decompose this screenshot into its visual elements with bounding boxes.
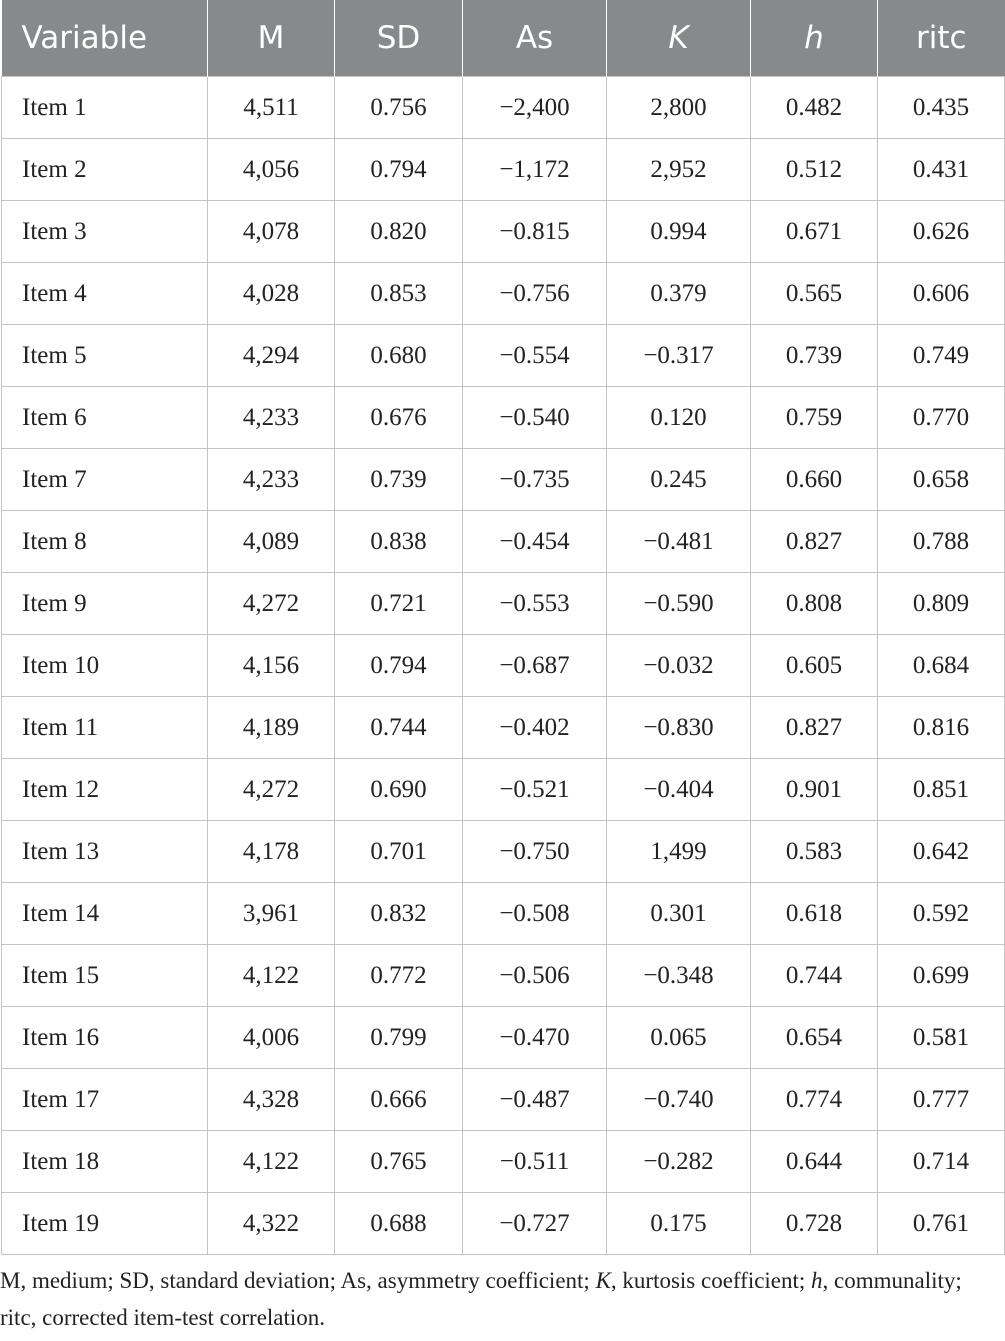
cell-variable: Item 7 (2, 449, 208, 511)
cell-ritc: 0.749 (878, 325, 1005, 387)
cell-asymmetry: −0.815 (463, 201, 607, 263)
cell-variable: Item 2 (2, 139, 208, 201)
table-row (2, 821, 1005, 883)
cell-ritc: 0.851 (878, 759, 1005, 821)
cell-sd: 0.666 (335, 1069, 463, 1131)
cell-variable: Item 4 (2, 263, 208, 325)
header-sd: SD (335, 0, 463, 77)
cell-sd: 0.701 (335, 821, 463, 883)
item-statistics-table (1, 0, 1005, 1255)
footnote-part-1: M, medium; SD, standard deviation; As, asymmetry coefficient; (0, 1268, 596, 1293)
cell-ritc: 0.658 (878, 449, 1005, 511)
cell-sd: 0.820 (335, 201, 463, 263)
cell-mean: 4,056 (208, 139, 335, 201)
cell-sd: 0.765 (335, 1131, 463, 1193)
cell-kurtosis: −0.317 (607, 325, 751, 387)
table-row (2, 945, 1005, 1007)
cell-sd: 0.739 (335, 449, 463, 511)
cell-variable: Item 9 (2, 573, 208, 635)
cell-mean: 4,078 (208, 201, 335, 263)
table-body (2, 77, 1005, 1255)
table-row (2, 1131, 1005, 1193)
cell-communality: 0.808 (751, 573, 878, 635)
cell-mean: 4,233 (208, 449, 335, 511)
cell-communality: 0.671 (751, 201, 878, 263)
cell-communality: 0.660 (751, 449, 878, 511)
cell-ritc: 0.788 (878, 511, 1005, 573)
cell-variable: Item 11 (2, 697, 208, 759)
cell-sd: 0.838 (335, 511, 463, 573)
header-ritc: ritc (878, 0, 1005, 77)
cell-mean: 4,322 (208, 1193, 335, 1255)
cell-mean: 3,961 (208, 883, 335, 945)
cell-asymmetry: −0.506 (463, 945, 607, 1007)
cell-ritc: 0.699 (878, 945, 1005, 1007)
cell-variable: Item 18 (2, 1131, 208, 1193)
cell-communality: 0.618 (751, 883, 878, 945)
header-communality: h (751, 0, 878, 77)
table-row (2, 697, 1005, 759)
cell-asymmetry: −0.454 (463, 511, 607, 573)
table-row (2, 635, 1005, 697)
cell-kurtosis: −0.740 (607, 1069, 751, 1131)
cell-communality: 0.759 (751, 387, 878, 449)
cell-mean: 4,089 (208, 511, 335, 573)
cell-mean: 4,511 (208, 77, 335, 139)
cell-variable: Item 1 (2, 77, 208, 139)
cell-asymmetry: −0.554 (463, 325, 607, 387)
table-header-row (2, 0, 1005, 77)
cell-sd: 0.721 (335, 573, 463, 635)
cell-kurtosis: −0.348 (607, 945, 751, 1007)
cell-kurtosis: 2,952 (607, 139, 751, 201)
cell-variable: Item 5 (2, 325, 208, 387)
table-footnote (0, 1262, 990, 1336)
cell-ritc: 0.777 (878, 1069, 1005, 1131)
header-mean: M (208, 0, 335, 77)
table-row (2, 1193, 1005, 1255)
cell-variable: Item 15 (2, 945, 208, 1007)
cell-sd: 0.688 (335, 1193, 463, 1255)
cell-ritc: 0.431 (878, 139, 1005, 201)
cell-asymmetry: −0.727 (463, 1193, 607, 1255)
cell-communality: 0.565 (751, 263, 878, 325)
cell-communality: 0.901 (751, 759, 878, 821)
cell-ritc: 0.684 (878, 635, 1005, 697)
table-row (2, 139, 1005, 201)
cell-ritc: 0.770 (878, 387, 1005, 449)
cell-ritc: 0.714 (878, 1131, 1005, 1193)
cell-mean: 4,233 (208, 387, 335, 449)
cell-asymmetry: −0.735 (463, 449, 607, 511)
cell-asymmetry: −0.521 (463, 759, 607, 821)
cell-sd: 0.744 (335, 697, 463, 759)
cell-mean: 4,272 (208, 759, 335, 821)
cell-mean: 4,156 (208, 635, 335, 697)
table-row (2, 511, 1005, 573)
cell-asymmetry: −0.756 (463, 263, 607, 325)
cell-variable: Item 17 (2, 1069, 208, 1131)
cell-sd: 0.690 (335, 759, 463, 821)
cell-mean: 4,328 (208, 1069, 335, 1131)
cell-asymmetry: −0.553 (463, 573, 607, 635)
cell-communality: 0.827 (751, 511, 878, 573)
cell-variable: Item 12 (2, 759, 208, 821)
cell-ritc: 0.642 (878, 821, 1005, 883)
cell-sd: 0.772 (335, 945, 463, 1007)
cell-ritc: 0.816 (878, 697, 1005, 759)
cell-asymmetry: −0.402 (463, 697, 607, 759)
cell-kurtosis: −0.830 (607, 697, 751, 759)
cell-kurtosis: −0.590 (607, 573, 751, 635)
cell-kurtosis: 0.245 (607, 449, 751, 511)
header-variable: Variable (2, 0, 208, 77)
header-asymmetry: As (463, 0, 607, 77)
cell-variable: Item 8 (2, 511, 208, 573)
cell-sd: 0.794 (335, 635, 463, 697)
cell-communality: 0.739 (751, 325, 878, 387)
cell-kurtosis: −0.404 (607, 759, 751, 821)
cell-mean: 4,294 (208, 325, 335, 387)
cell-kurtosis: 1,499 (607, 821, 751, 883)
cell-ritc: 0.626 (878, 201, 1005, 263)
cell-sd: 0.756 (335, 77, 463, 139)
table-row (2, 201, 1005, 263)
cell-communality: 0.654 (751, 1007, 878, 1069)
table-row (2, 77, 1005, 139)
cell-variable: Item 3 (2, 201, 208, 263)
cell-ritc: 0.435 (878, 77, 1005, 139)
footnote-h-symbol: h (811, 1268, 823, 1293)
cell-kurtosis: 0.379 (607, 263, 751, 325)
cell-kurtosis: 0.120 (607, 387, 751, 449)
cell-communality: 0.512 (751, 139, 878, 201)
cell-communality: 0.644 (751, 1131, 878, 1193)
cell-variable: Item 14 (2, 883, 208, 945)
cell-communality: 0.744 (751, 945, 878, 1007)
cell-sd: 0.853 (335, 263, 463, 325)
cell-asymmetry: −0.508 (463, 883, 607, 945)
cell-variable: Item 19 (2, 1193, 208, 1255)
cell-sd: 0.676 (335, 387, 463, 449)
table-row (2, 449, 1005, 511)
cell-kurtosis: −0.032 (607, 635, 751, 697)
footnote-part-2: , kurtosis coefficient; (610, 1268, 812, 1293)
cell-kurtosis: 2,800 (607, 77, 751, 139)
cell-asymmetry: −0.470 (463, 1007, 607, 1069)
cell-communality: 0.605 (751, 635, 878, 697)
cell-communality: 0.482 (751, 77, 878, 139)
cell-kurtosis: −0.481 (607, 511, 751, 573)
cell-sd: 0.680 (335, 325, 463, 387)
footnote-k-symbol: K (595, 1268, 611, 1293)
table-row (2, 387, 1005, 449)
cell-asymmetry: −0.487 (463, 1069, 607, 1131)
cell-mean: 4,122 (208, 1131, 335, 1193)
table-row (2, 883, 1005, 945)
cell-communality: 0.827 (751, 697, 878, 759)
cell-communality: 0.774 (751, 1069, 878, 1131)
cell-kurtosis: 0.994 (607, 201, 751, 263)
cell-variable: Item 13 (2, 821, 208, 883)
cell-asymmetry: −0.540 (463, 387, 607, 449)
cell-mean: 4,272 (208, 573, 335, 635)
footnote-part-3: , communality; ritc, corrected item-test correlation. (0, 1268, 962, 1330)
table-row (2, 263, 1005, 325)
cell-mean: 4,122 (208, 945, 335, 1007)
header-kurtosis: K (607, 0, 751, 77)
cell-ritc: 0.809 (878, 573, 1005, 635)
cell-mean: 4,006 (208, 1007, 335, 1069)
table-row (2, 759, 1005, 821)
cell-variable: Item 10 (2, 635, 208, 697)
cell-communality: 0.583 (751, 821, 878, 883)
cell-asymmetry: −1,172 (463, 139, 607, 201)
cell-variable: Item 16 (2, 1007, 208, 1069)
table-row (2, 325, 1005, 387)
table-row (2, 1007, 1005, 1069)
cell-kurtosis: 0.175 (607, 1193, 751, 1255)
cell-asymmetry: −0.511 (463, 1131, 607, 1193)
cell-sd: 0.794 (335, 139, 463, 201)
table-row (2, 573, 1005, 635)
cell-sd: 0.832 (335, 883, 463, 945)
cell-ritc: 0.592 (878, 883, 1005, 945)
cell-asymmetry: −2,400 (463, 77, 607, 139)
cell-variable: Item 6 (2, 387, 208, 449)
cell-kurtosis: 0.301 (607, 883, 751, 945)
cell-asymmetry: −0.687 (463, 635, 607, 697)
cell-sd: 0.799 (335, 1007, 463, 1069)
cell-mean: 4,028 (208, 263, 335, 325)
cell-kurtosis: −0.282 (607, 1131, 751, 1193)
cell-communality: 0.728 (751, 1193, 878, 1255)
cell-kurtosis: 0.065 (607, 1007, 751, 1069)
cell-ritc: 0.581 (878, 1007, 1005, 1069)
cell-ritc: 0.761 (878, 1193, 1005, 1255)
cell-asymmetry: −0.750 (463, 821, 607, 883)
cell-mean: 4,189 (208, 697, 335, 759)
cell-ritc: 0.606 (878, 263, 1005, 325)
table-row (2, 1069, 1005, 1131)
cell-mean: 4,178 (208, 821, 335, 883)
